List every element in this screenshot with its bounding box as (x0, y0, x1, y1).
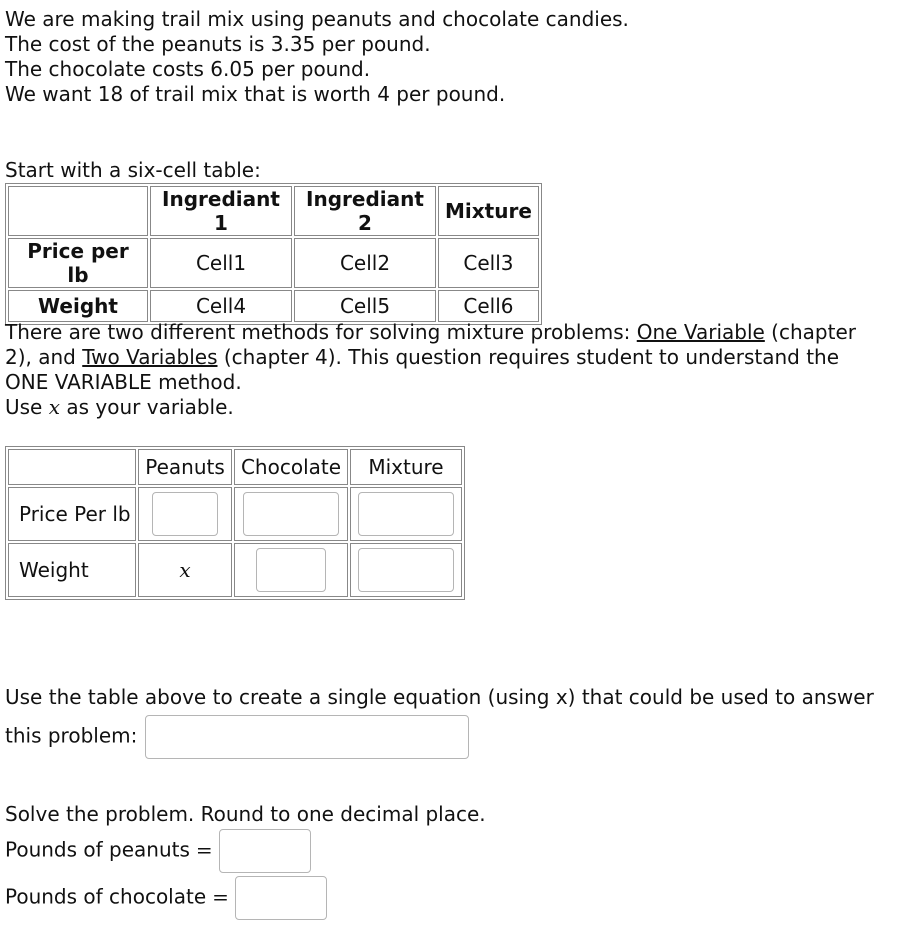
equation-input[interactable] (145, 715, 469, 759)
two-variables-link[interactable]: Two Variables (82, 345, 218, 369)
intro-line: We want 18 of trail mix that is worth 4 per pound. (5, 82, 506, 106)
header-ingredient-1: Ingrediant 1 (150, 186, 292, 236)
header-chocolate: Chocolate (234, 449, 348, 485)
use-prefix: Use (5, 395, 49, 419)
answer-cell (350, 487, 462, 541)
chocolate-price-input[interactable] (243, 492, 339, 536)
header-peanuts: Peanuts (138, 449, 232, 485)
answer-cell (234, 487, 348, 541)
variable-instruction (5, 395, 234, 420)
pounds-chocolate-input[interactable] (235, 876, 327, 920)
six-cell-table (5, 183, 542, 325)
peanuts-answer-row (5, 829, 311, 873)
table-cell: Cell6 (438, 290, 539, 322)
peanuts-label: Pounds of peanuts (5, 837, 190, 862)
mixture-price-input[interactable] (358, 492, 454, 536)
header-mixture: Mixture (350, 449, 462, 485)
mixture-weight-input[interactable] (358, 548, 454, 592)
table-cell: Cell5 (294, 290, 436, 322)
answer-cell (138, 487, 232, 541)
chocolate-weight-input[interactable] (256, 548, 326, 592)
six-cell-caption: Start with a six-cell table: (5, 158, 261, 182)
row-label-price: Price per lb (8, 238, 148, 288)
intro-line: The chocolate costs 6.05 per pound. (5, 57, 371, 81)
variable-symbol: x (48, 395, 61, 419)
row-label-weight: Weight (8, 290, 148, 322)
solve-prompt: Solve the problem. Round to one decimal place. (5, 802, 486, 826)
methods-text: There are two different methods for solving mixture problems: (5, 320, 637, 344)
table-cell: Cell3 (438, 238, 539, 288)
table-cell: Cell1 (150, 238, 292, 288)
intro-line: The cost of the peanuts is 3.35 per pound. (5, 32, 431, 56)
intro-line: We are making trail mix using peanuts and chocolate candies. (5, 7, 629, 31)
table-cell: Cell4 (150, 290, 292, 322)
methods-text: (chapter 4). This question requires student to understand the ONE VARIABLE method. (5, 345, 840, 394)
answer-cell (234, 543, 348, 597)
answer-table (5, 446, 465, 600)
answer-cell (350, 543, 462, 597)
row-label-weight: Weight (8, 543, 136, 597)
methods-text: (chapter 2), and (5, 320, 856, 369)
equation-question (5, 680, 895, 759)
peanut-price-input[interactable] (152, 492, 218, 536)
pounds-peanuts-input[interactable] (219, 829, 311, 873)
chocolate-label: Pounds of chocolate (5, 884, 207, 909)
corner-cell (8, 186, 148, 236)
equals-sign: = (212, 884, 229, 909)
header-ingredient-2: Ingrediant 2 (294, 186, 436, 236)
methods-paragraph (5, 320, 885, 395)
table-cell: Cell2 (294, 238, 436, 288)
one-variable-link[interactable]: One Variable (636, 320, 765, 344)
chocolate-answer-row (5, 876, 327, 920)
equation-prompt: Use the table above to create a single equation (using x) that could be used to answer this problem: (5, 685, 874, 748)
use-suffix: as your variable. (60, 395, 234, 419)
row-label-price: Price Per lb (8, 487, 136, 541)
peanut-weight-value: x (179, 558, 191, 582)
answer-cell (138, 543, 232, 597)
corner-cell (8, 449, 136, 485)
header-mixture: Mixture (438, 186, 539, 236)
problem-statement (5, 7, 629, 107)
equals-sign: = (195, 837, 213, 862)
